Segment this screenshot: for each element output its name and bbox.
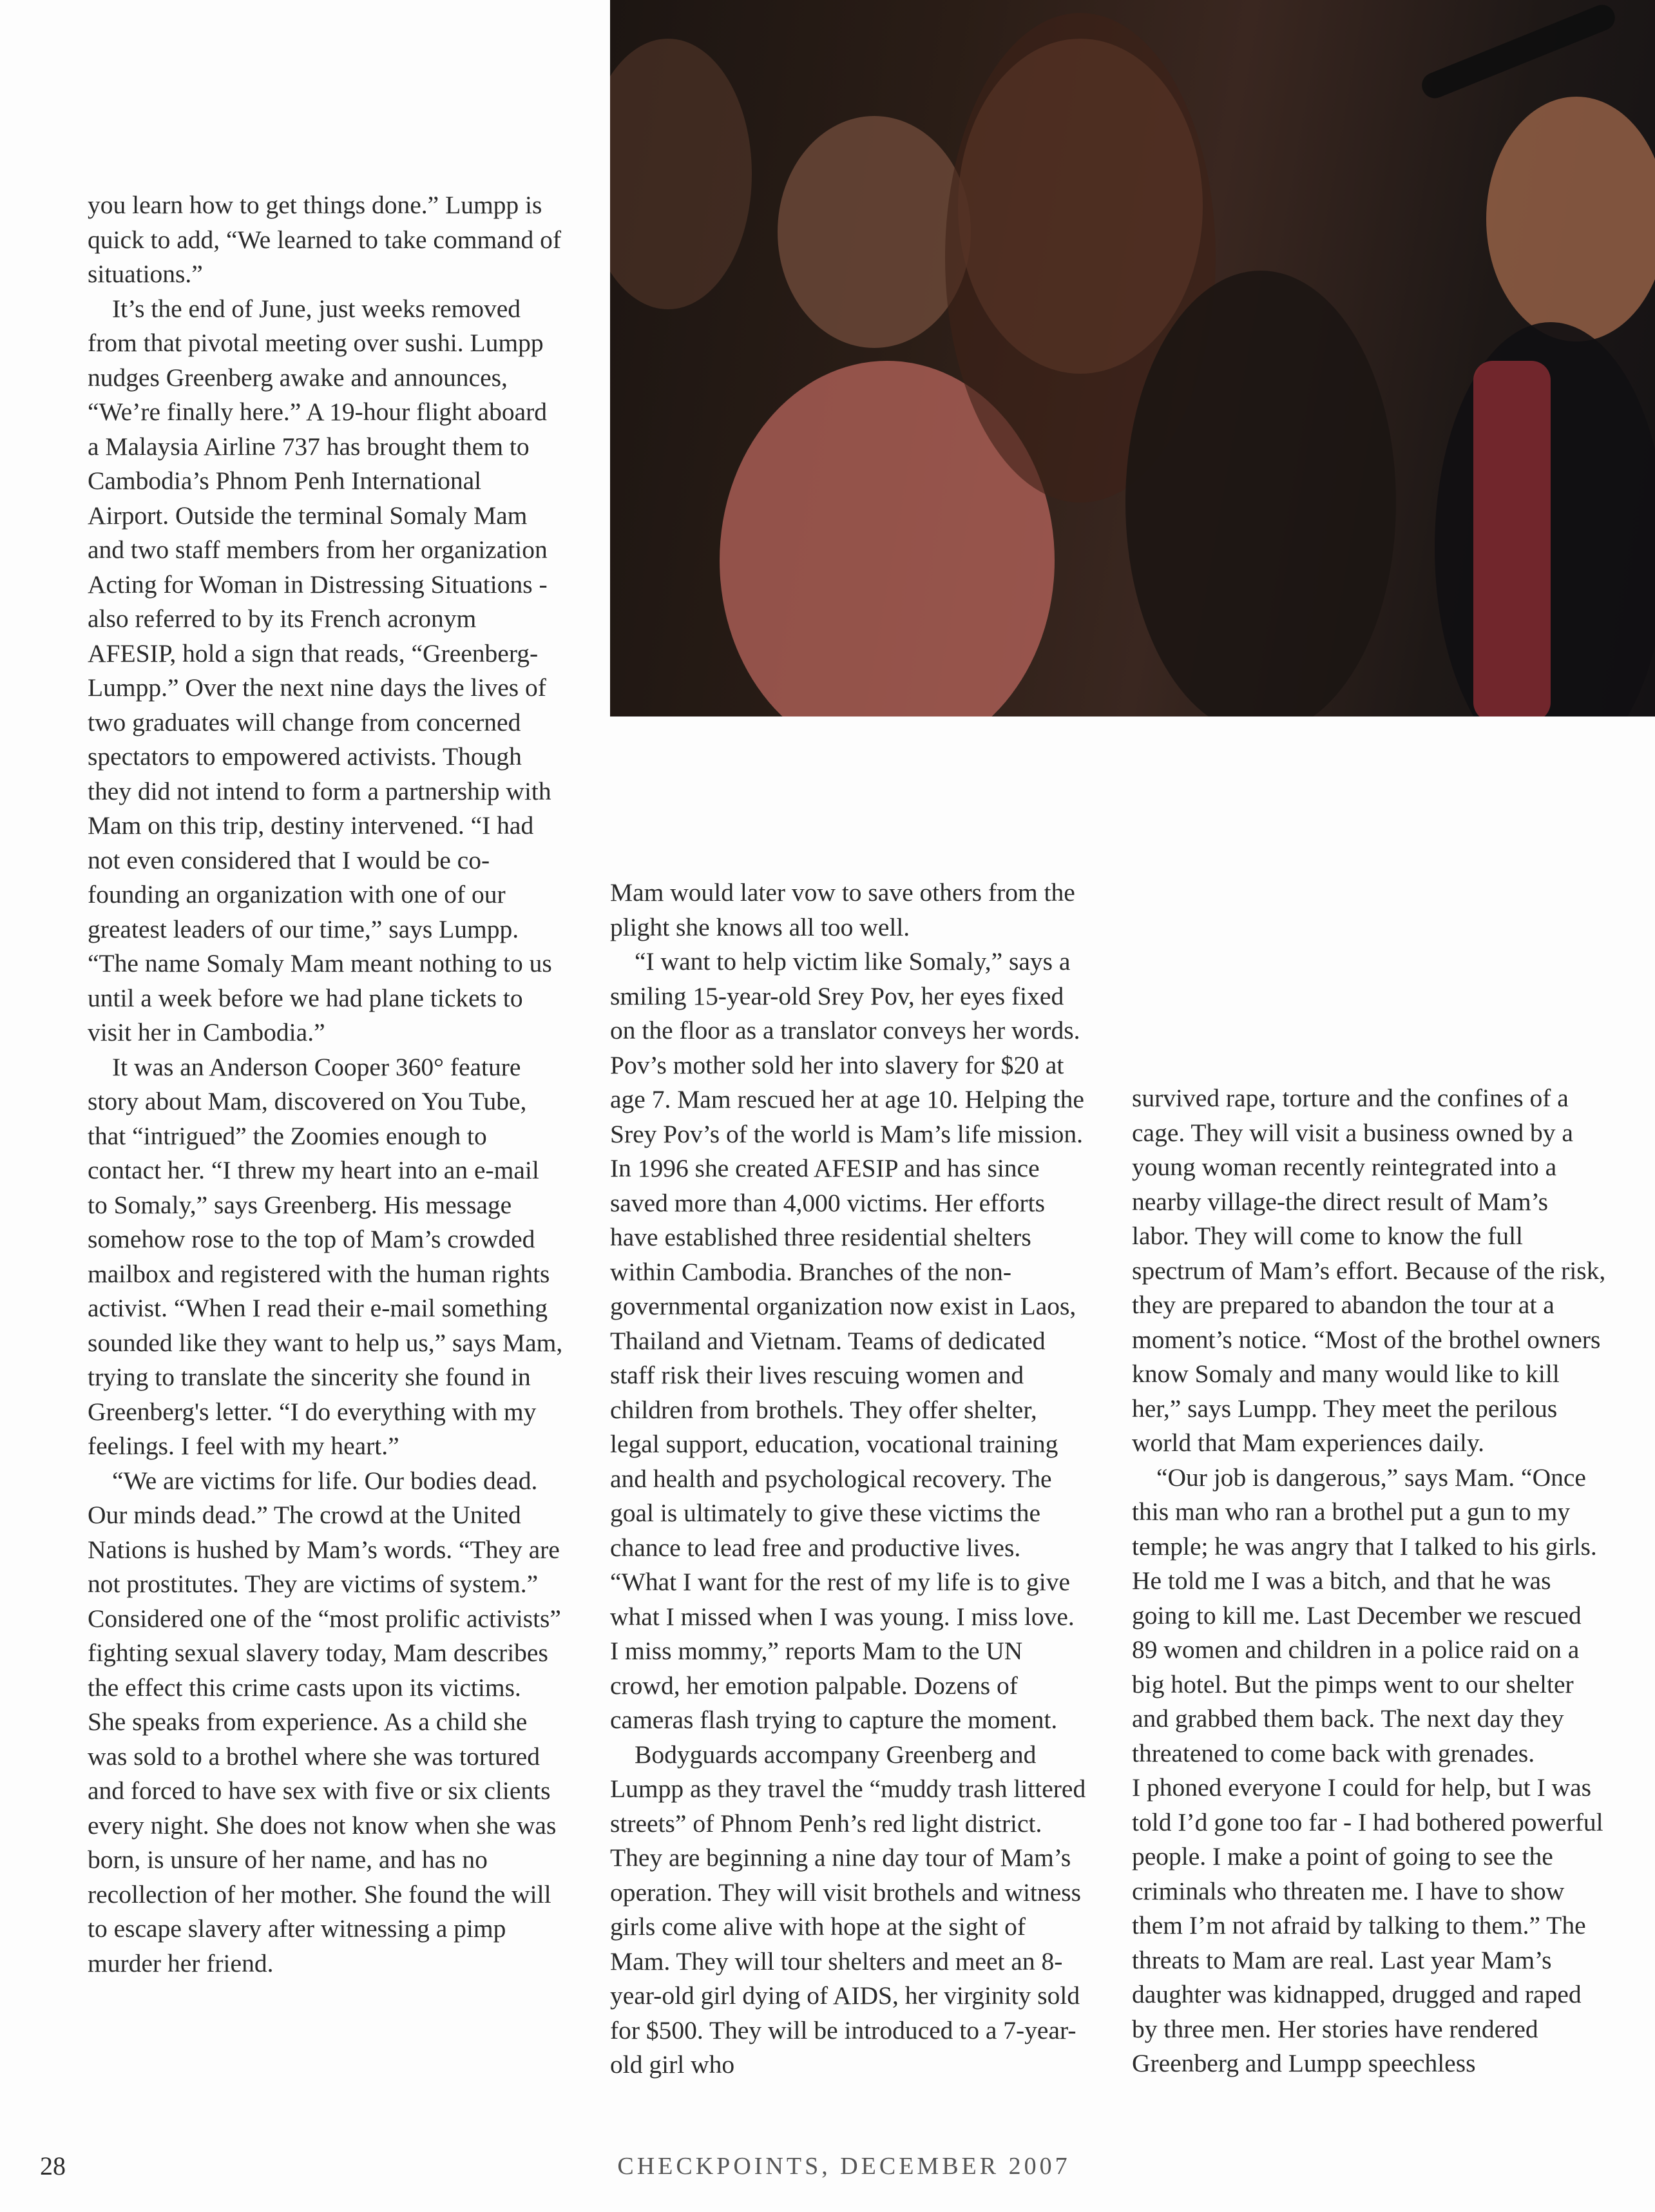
paragraph: “Our job is dangerous,” says Mam. “Once this man who ran a brothel put a gun to my temple; he was angry that I talked to his girls. He told me I was a bitch, and that he was going to kill me. Last December we rescued 89 women and children in a police raid on a big hotel. But the pimps went to our shelter and grabbed them back. The next day they threatened to come back with grenades.: [1132, 1463, 1597, 1767]
article-column-3: [1132, 1081, 1609, 2081]
paragraph: “We are victims for life. Our bodies dead. Our minds dead.” The crowd at the United Nations is hushed by Mam’s words. “They are not prostitutes. They are victims of system.” Considered one of the “most prolific activists” fighting sexual slavery today, Mam describes the effect this crime casts upon its victims. She speaks from experience. As a child she was sold to a brothel where she was tortured and forced to have sex with five or six clients every night. She does not know when she was born, is unsure of her name, and has no recollection of her mother. She found the will to escape slavery after witnessing a pimp murder her friend.: [88, 1466, 561, 1977]
page-number: 28: [40, 2151, 66, 2180]
paragraph: you learn how to get things done.” Lumpp is quick to add, “We learned to take command of situations.”: [88, 191, 561, 288]
paragraph: It was an Anderson Cooper 360° feature story about Mam, discovered on You Tube, that “intrigued” the Zoomies enough to contact her. “I threw my heart into an e-mail to Somaly,” says Greenberg. His message somehow rose to the top of Mam’s crowded mailbox and registered with the human rights activist. “When I read their e-mail something sounded like they want to help us,” says Mam, trying to translate the sincerity she found in Greenberg's letter. “I do everything with my feelings. I feel with my heart.”: [88, 1052, 563, 1460]
paragraph: I phoned everyone I could for help, but I was told I’d gone too far - I had bothered powerful people. I make a point of going to see the criminals who threaten me. I have to show them I’m not afraid by talking to them.” The threats to Mam are real. Last year Mam’s daughter was kidnapped, drugged and raped by three men. Her stories have rendered Greenberg and Lumpp speechless: [1132, 1773, 1603, 2077]
paragraph: survived rape, torture and the confines of a cage. They will visit a business owned by a young woman recently reintegrated into a nearby village-the direct result of Mam’s labor. They will come to know the full spectrum of Mam’s effort. Because of the risk, they are prepared to abandon the tour at a moment’s notice. “Most of the brothel owners know Somaly and many would like to kill her,” says Lumpp. They meet the perilous world that Mam experiences daily.: [1132, 1084, 1606, 1457]
article-column-2: [610, 876, 1087, 2082]
paragraph: “I want to help victim like Somaly,” says a smiling 15-year-old Srey Pov, her eyes fixed on the floor as a translator conveys her words. Pov’s mother sold her into slavery for $20 at age 7. Mam rescued her at age 10. Helping the Srey Pov’s of the world is Mam’s life mission. In 1996 she created AFESIP and has since saved more than 4,000 victims. Her efforts have established three residential shelters within Cambodia. Branches of the non-governmental organization now exist in Laos, Thailand and Vietnam. Teams of dedicated staff risk their lives rescuing women and children from brothels. They offer shelter, legal support, education, vocational training and health and psychological recovery. The goal is ultimately to give these victims the chance to lead free and productive lives. “What I want for the rest of my life is to give what I missed when I was young. I miss love. I miss mommy,” reports Mam to the UN crowd, her emotion palpable. Dozens of cameras flash trying to capture the moment.: [610, 947, 1084, 1734]
paragraph: Mam would later vow to save others from the plight she knows all too well.: [610, 878, 1075, 941]
paragraph: It’s the end of June, just weeks removed from that pivotal meeting over sushi. Lumpp nudges Greenberg awake and announces, “We’re finally here.” A 19-hour flight aboard a Malaysia Airline 737 has brought them to Cambodia’s Phnom Penh International Airport. Outside the terminal Somaly Mam and two staff members from her organization Acting for Woman in Distressing Situations - also referred to by its French acronym AFESIP, hold a sign that reads, “Greenberg-Lumpp.” Over the next nine days the lives of two graduates will change from concerned spectators to empowered activists. Though they did not intend to form a partnership with Mam on this trip, destiny intervened. “I had not even considered that I would be co-founding an organization with one of our greatest leaders of our time,” says Lumpp. “The name Somaly Mam meant nothing to us until a week before we had plane tickets to visit her in Cambodia.”: [88, 294, 552, 1046]
paragraph: Bodyguards accompany Greenberg and Lumpp as they travel the “muddy trash littered streets” of Phnom Penh’s red light district. They are beginning a nine day tour of Mam’s operation. They will visit brothels and witness girls come alive with hope at the sight of Mam. They will tour shelters and meet an 8-year-old girl dying of AIDS, her virginity sold for $500. They will be introduced to a 7-year-old girl who: [610, 1740, 1086, 2079]
article-column-1: [88, 188, 564, 1981]
publication-footer: CHECKPOINTS, DECEMBER 2007: [617, 2153, 1071, 2180]
article-photo: [610, 0, 1655, 716]
